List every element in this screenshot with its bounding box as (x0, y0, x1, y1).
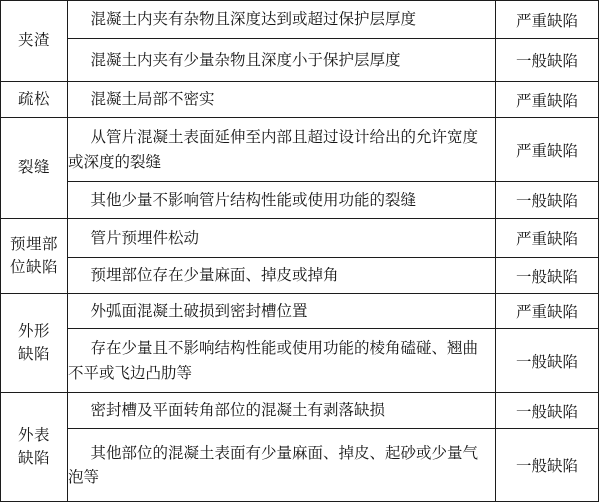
description-cell (68, 258, 496, 294)
category-label: 疏松 (17, 89, 50, 108)
grade-cell: 一般缺陷 (496, 393, 599, 429)
description-text: 管片预埋件松动 (90, 228, 199, 247)
category-label-cont: 位缺陷 (9, 258, 58, 276)
category-cell (1, 118, 68, 219)
description-cell (68, 294, 496, 329)
description-text: 混凝土局部不密实 (90, 90, 215, 109)
category-cell (1, 219, 68, 294)
category-label-cont: 缺陷 (17, 345, 50, 363)
category-cell (1, 1, 68, 82)
description-text: 其他少量不影响管片结构性能或使用功能的裂缝 (90, 190, 416, 209)
table-row (1, 219, 599, 258)
description-text: 密封槽及平面转角部位的混凝土有剥落缺损 (90, 401, 385, 420)
description-cell (68, 82, 496, 118)
category-label: 裂缝 (17, 158, 50, 177)
description-text: 外弧面混凝土破损到密封槽位置 (90, 301, 308, 320)
description-cell (68, 429, 496, 502)
category-cell (1, 82, 68, 118)
grade-cell: 严重缺陷 (496, 294, 599, 329)
table-row (1, 1, 599, 39)
category-cell (1, 393, 68, 502)
description-text-cont: 泡等 (68, 468, 100, 486)
category-label: 外表 (17, 425, 50, 444)
table-row (1, 294, 599, 329)
grade-cell: 一般缺陷 (496, 258, 599, 294)
description-cell (68, 182, 496, 219)
table-row (1, 118, 599, 182)
table-row (1, 393, 599, 429)
category-label: 预埋部 (9, 234, 58, 253)
grade-cell: 严重缺陷 (496, 118, 599, 182)
description-cell (68, 1, 496, 39)
table-row (1, 329, 599, 393)
table-row (1, 258, 599, 294)
description-text: 从管片混凝土表面延伸至内部且超过设计给出的允许宽度 (90, 128, 478, 147)
table-row (1, 39, 599, 82)
table-row (1, 429, 599, 502)
grade-cell: 严重缺陷 (496, 1, 599, 39)
description-text-cont: 不平或飞边凸肋等 (68, 363, 193, 382)
category-label-cont: 缺陷 (17, 449, 50, 467)
grade-cell: 一般缺陷 (496, 329, 599, 393)
grade-cell: 严重缺陷 (496, 82, 599, 118)
description-cell (68, 219, 496, 258)
description-cell (68, 329, 496, 393)
grade-cell: 一般缺陷 (496, 182, 599, 219)
description-text: 混凝土内夹有杂物且深度达到或超过保护层厚度 (90, 10, 416, 29)
description-cell (68, 118, 496, 182)
table-row (1, 182, 599, 219)
category-label: 夹渣 (17, 31, 50, 50)
category-label: 外形 (17, 321, 50, 340)
description-text-cont: 或深度的裂缝 (68, 152, 162, 171)
description-text: 预埋部位存在少量麻面、掉皮或掉角 (90, 266, 339, 285)
description-text: 其他部位的混凝土表面有少量麻面、掉皮、起砂或少量气 (90, 443, 478, 462)
grade-cell: 一般缺陷 (496, 429, 599, 502)
description-text: 混凝土内夹有少量杂物且深度小于保护层厚度 (90, 50, 401, 69)
grade-cell: 严重缺陷 (496, 219, 599, 258)
description-text: 存在少量且不影响结构性能或使用功能的棱角磕碰、翘曲 (90, 339, 478, 358)
description-cell (68, 393, 496, 429)
table-row (1, 82, 599, 118)
category-cell (1, 294, 68, 393)
description-cell (68, 39, 496, 82)
grade-cell: 一般缺陷 (496, 39, 599, 82)
